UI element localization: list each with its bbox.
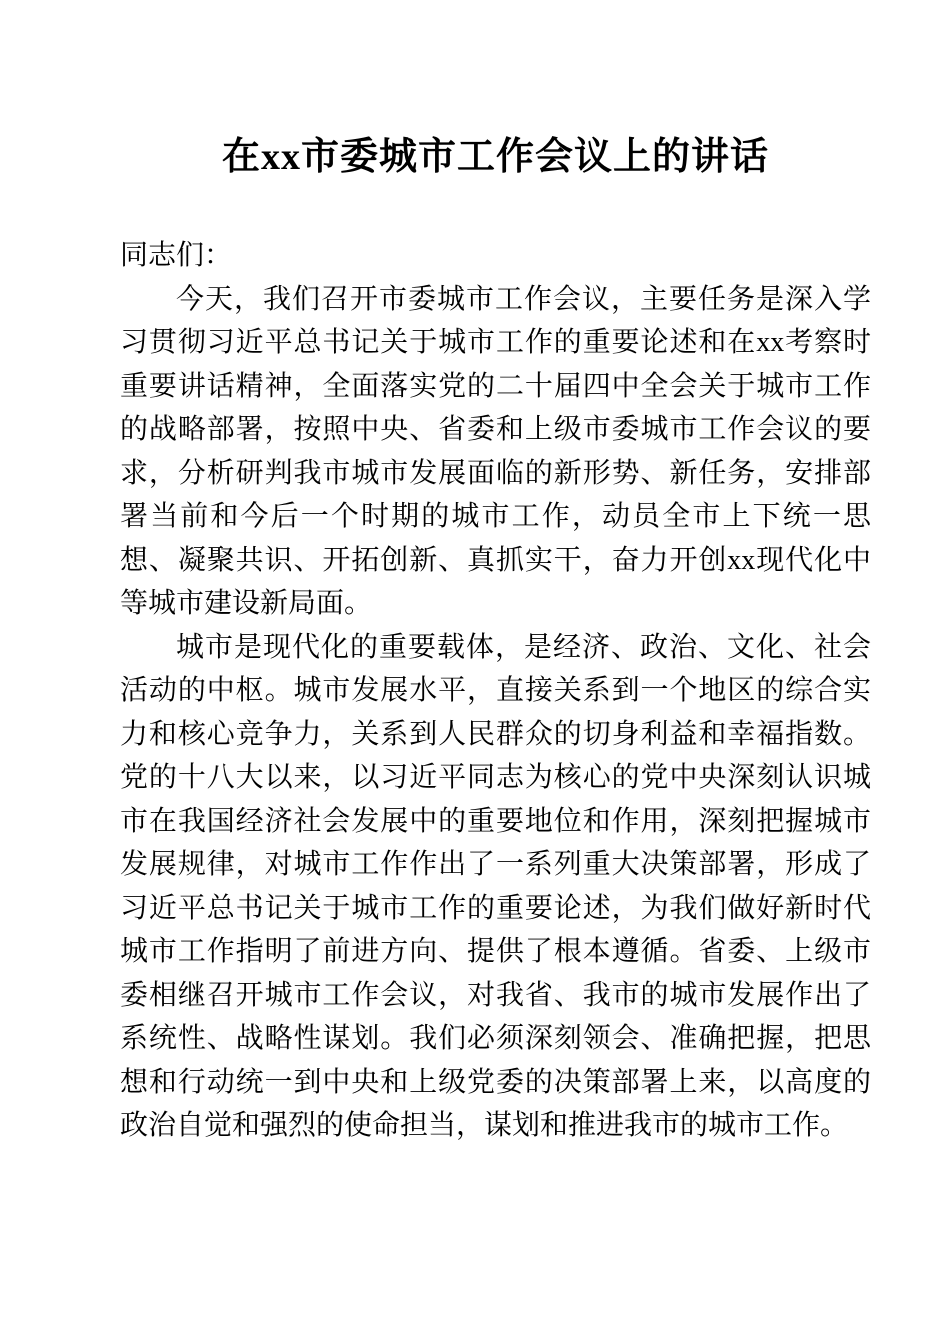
paragraph-1: 今天，我们召开市委城市工作会议，主要任务是深入学习贯彻习近平总书记关于城市工作的重要论述和在xx考察时重要讲话精神，全面落实党的二十届四中全会关于城市工作的战略部署，按照中央、省委和上级市委城市工作会议的要求，分析研判我市城市发展面临的新形势、新任务，安排部署当前和今后一个时期的城市工作，动员全市上下统一思想、凝聚共识、开拓创新、真抓实干，奋力开创xx现代化中等城市建设新局面。 xyxy=(120,283,871,619)
salutation-line: 同志们： xyxy=(120,240,233,271)
paragraph-2: 城市是现代化的重要载体，是经济、政治、文化、社会活动的中枢。城市发展水平，直接关系到一个地区的综合实力和核心竞争力，关系到人民群众的切身利益和幸福指数。党的十八大以来，以习近平同志为核心的党中央深刻认识城市在我国经济社会发展中的重要地位和作用，深刻把握城市发展规律，对城市工作作出了一系列重大决策部署，形成了习近平总书记关于城市工作的重要论述，为我们做好新时代城市工作指明了前进方向、提供了根本遵循。省委、上级市委相继召开城市工作会议，对我省、我市的城市发展作出了系统性、战略性谋划。我们必须深刻领会、准确把握，把思想和行动统一到中央和上级党委的决策部署上来，以高度的政治自觉和强烈的使命担当，谋划和推进我市的城市工作。 xyxy=(120,631,871,1141)
document-body xyxy=(120,234,871,1148)
document-title: 在xx市委城市工作会议上的讲话 xyxy=(221,136,769,178)
